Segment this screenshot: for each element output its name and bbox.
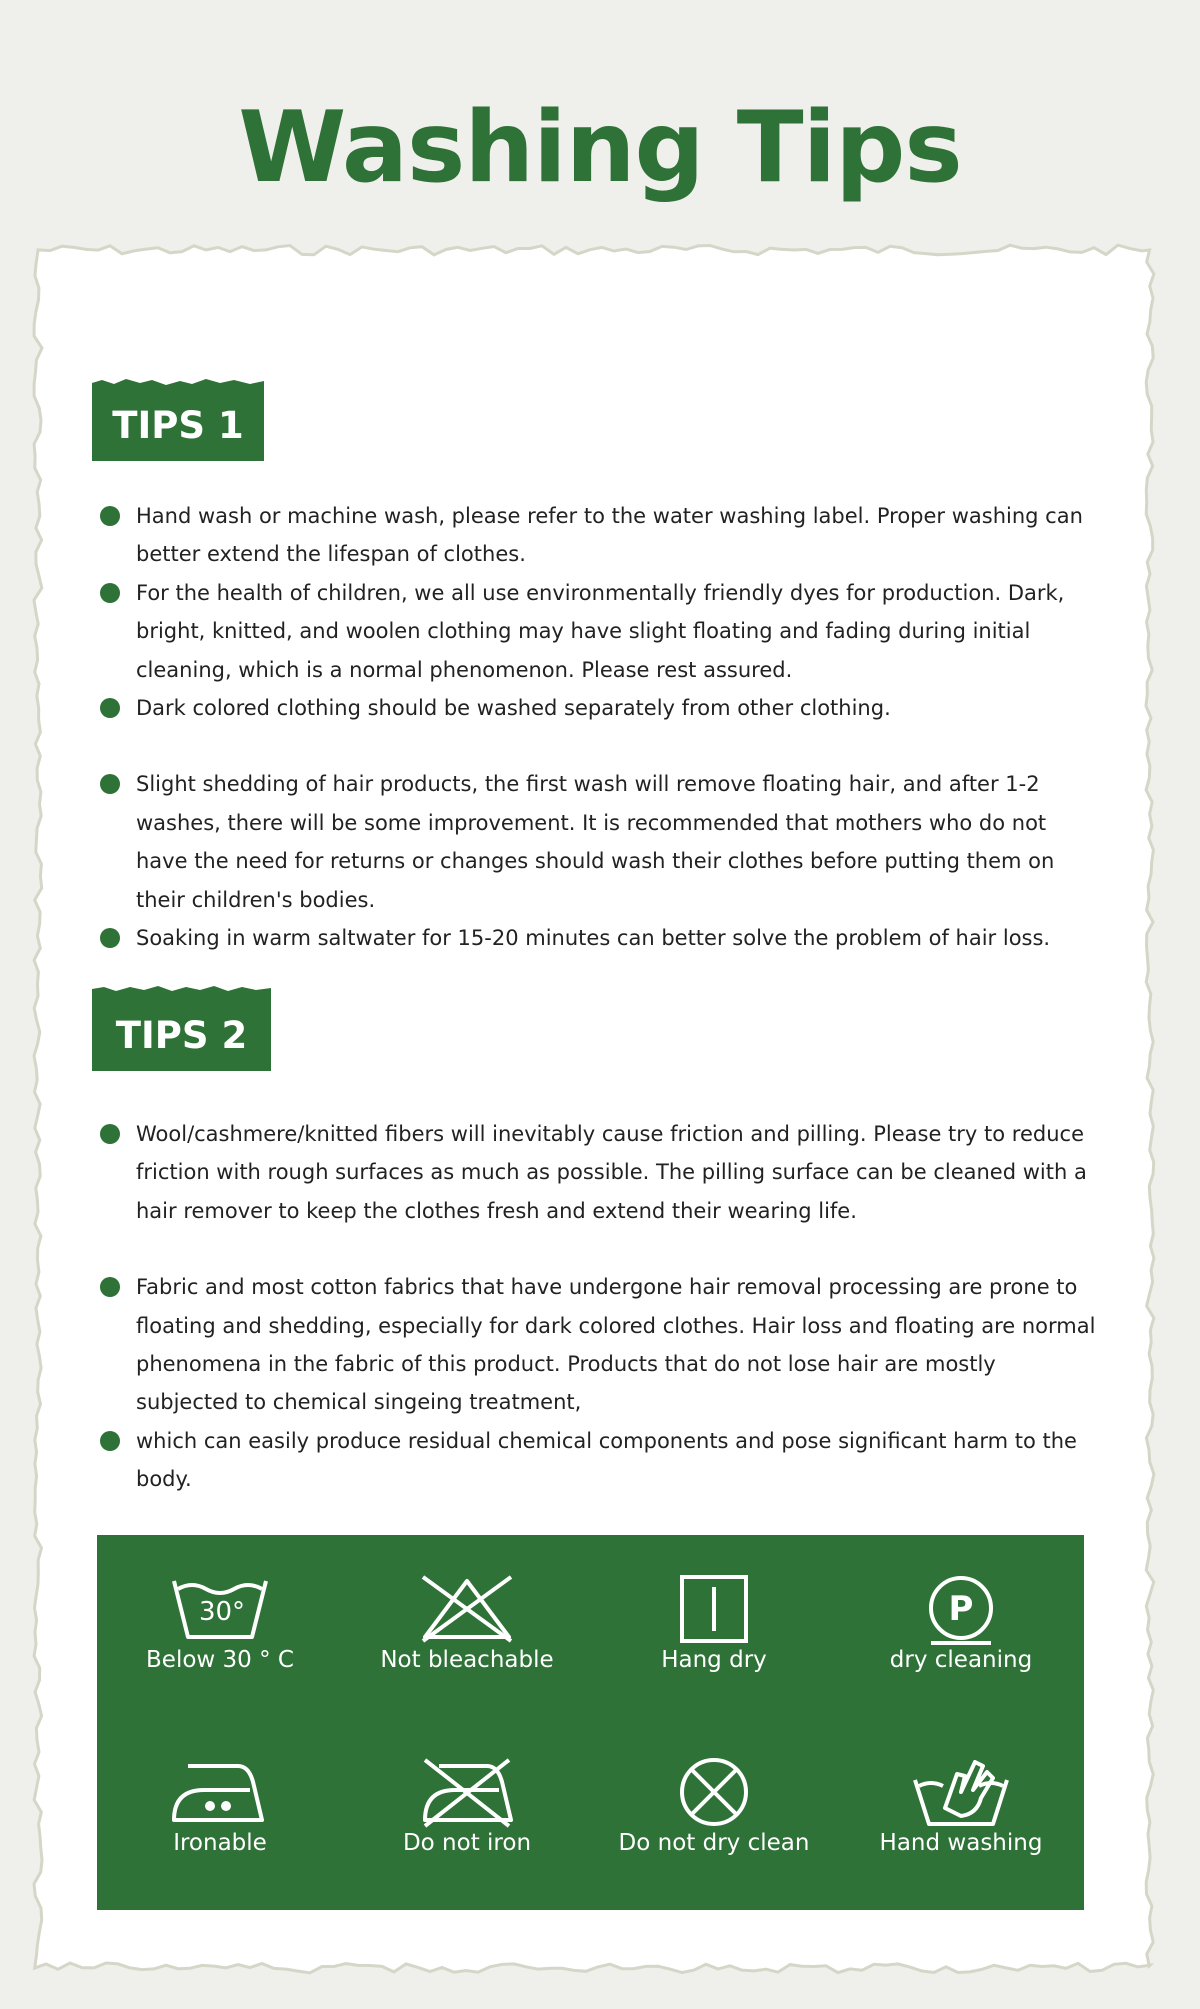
list-item <box>98 919 1098 957</box>
care-item-hand-wash <box>838 1756 1084 1858</box>
bullet-dot <box>100 583 120 603</box>
tips-1-label: TIPS 1 <box>112 404 244 447</box>
list-item <box>98 574 1098 689</box>
bullet-dot <box>100 774 120 794</box>
hang-dry-icon <box>664 1573 764 1645</box>
care-label: Below 30 ° C <box>146 1647 294 1673</box>
care-item-wash-30 <box>97 1573 343 1675</box>
wash-30-icon <box>170 1573 270 1645</box>
tips-2-list <box>98 1115 1098 1499</box>
bullet-dot <box>100 1124 120 1144</box>
tip-text: Slight shedding of hair products, the first wash will remove floating hair, and after 1-2 washes, there will be some improvement. It is recommended that mothers who do not have the need for returns or changes should wash their clothes before putting them on their children's bodies. <box>136 772 1055 912</box>
page-title: Washing Tips <box>238 91 962 205</box>
care-item-iron <box>97 1756 343 1858</box>
tip-text: Soaking in warm saltwater for 15-20 minutes can better solve the problem of hair loss. <box>136 926 1051 951</box>
no-bleach-icon <box>417 1573 517 1645</box>
tips-1-list <box>98 497 1098 957</box>
tip-text: Wool/cashmere/knitted fibers will inevitably cause friction and pilling. Please try to reduce friction with rough surfaces as much as possible. The pilling surface can be cleaned with a hair remover to keep the clothes fresh and extend their wearing life. <box>136 1122 1087 1223</box>
bullet-dot <box>100 1277 120 1297</box>
tip-text: Dark colored clothing should be washed separately from other clothing. <box>136 696 891 721</box>
bullet-dot <box>100 1431 120 1451</box>
tips-2-tag <box>92 985 271 1071</box>
tip-text: For the health of children, we all use environmentally friendly dyes for production. Dark, bright, knitted, and woolen clothing may have slight floating and fading during initial cleaning, which is a normal phenomenon. Please rest assured. <box>136 580 1065 682</box>
list-item <box>98 1115 1098 1230</box>
bullet-dot <box>100 506 120 526</box>
bullet-dot <box>100 928 120 948</box>
dry-clean-letter: P <box>948 1589 974 1629</box>
tip-text: Fabric and most cotton fabrics that have undergone hair removal processing are prone to floating and shedding, especially for dark colored clothes. Hair loss and floating are normal phenomena in the fabric of this product. Products that do not lose hair are mostly subjected to chemical singeing treatment, <box>136 1275 1096 1415</box>
care-item-dry-cleaning <box>838 1573 1084 1675</box>
tips-1-tag <box>92 377 264 461</box>
list-item <box>98 497 1098 574</box>
care-label: Do not dry clean <box>618 1830 810 1856</box>
care-label: Not bleachable <box>380 1647 554 1673</box>
care-label: dry cleaning <box>889 1647 1033 1673</box>
list-item <box>98 1268 1098 1422</box>
care-item-do-not-dry-clean <box>591 1756 837 1858</box>
care-label: Hang dry <box>661 1647 767 1673</box>
wash-temp-text: 30° <box>198 1597 246 1627</box>
care-label: Ironable <box>173 1830 267 1856</box>
care-label: Do not iron <box>402 1830 532 1856</box>
list-item <box>98 689 1098 727</box>
do-not-iron-icon <box>417 1756 517 1828</box>
iron-icon <box>170 1756 270 1828</box>
care-item-hang-dry <box>591 1573 837 1675</box>
care-label: Hand washing <box>879 1830 1043 1856</box>
tips-2-label: TIPS 2 <box>115 1014 248 1057</box>
dry-clean-p-icon <box>911 1573 1011 1645</box>
do-not-dry-clean-icon <box>664 1756 764 1828</box>
list-item <box>98 765 1098 919</box>
tip-text: which can easily produce residual chemical components and pose significant harm to the body. <box>136 1428 1077 1492</box>
care-item-do-not-iron <box>344 1756 590 1858</box>
bullet-dot <box>100 698 120 718</box>
care-symbols-panel <box>97 1535 1084 1910</box>
tip-text: Hand wash or machine wash, please refer to the water washing label. Proper washing can better extend the lifespan of clothes. <box>136 504 1083 567</box>
list-item <box>98 1422 1098 1499</box>
hand-wash-icon <box>911 1756 1011 1828</box>
care-item-no-bleach <box>344 1573 590 1675</box>
